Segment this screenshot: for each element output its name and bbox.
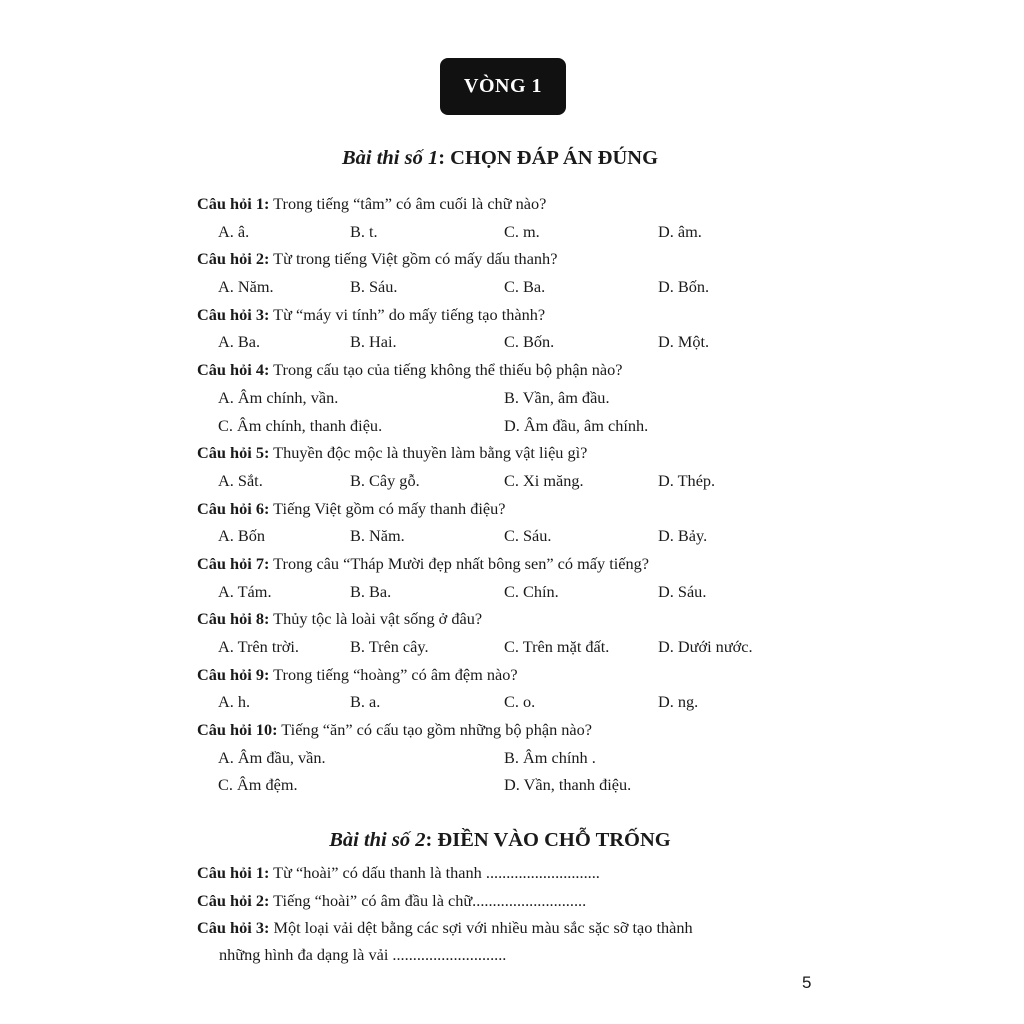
fill-question-3 [197, 914, 837, 942]
fill-question-2 [197, 887, 837, 915]
option: B. Vần, âm đầu. [504, 387, 610, 407]
section-2-title-text: : ĐIỀN VÀO CHỖ TRỐNG [425, 829, 671, 851]
question-label: Câu hỏi 2: [197, 249, 270, 269]
question-label: Câu hỏi 9: [197, 664, 270, 684]
question-label: Câu hỏi 8: [197, 609, 270, 629]
section-1-questions [197, 190, 837, 799]
option: A. Năm. [218, 277, 274, 297]
options-row [197, 384, 837, 412]
option: B. a. [350, 692, 381, 712]
question-label: Câu hỏi 10: [197, 720, 278, 740]
option: A. Âm chính, vần. [218, 387, 339, 407]
option: A. Âm đầu, vần. [218, 747, 326, 767]
question-continuation: những hình đa dạng là vải ............................ [219, 945, 507, 965]
option: B. Trên cây. [350, 637, 429, 656]
options-row [197, 744, 837, 772]
option: B. Năm. [350, 526, 405, 546]
option: B. Hai. [350, 332, 397, 352]
question-1 [197, 190, 837, 218]
question-8 [197, 605, 837, 633]
option: C. Âm chính, thanh điệu. [218, 415, 383, 435]
question-7 [197, 550, 837, 578]
option: C. Xi măng. [504, 470, 584, 490]
question-label: Câu hỏi 1: [197, 863, 270, 882]
options-row [197, 412, 837, 440]
question-label: Câu hỏi 2: [197, 890, 270, 910]
option: B. Sáu. [350, 277, 398, 297]
option: D. Sáu. [658, 581, 707, 601]
question-text: Từ trong tiếng Việt gồm có mấy dấu thanh? [269, 249, 558, 269]
options-row [197, 467, 837, 495]
option: C. Trên mặt đất. [504, 637, 610, 656]
option: D. Dưới nước. [658, 637, 753, 656]
question-label: Câu hỏi 3: [197, 304, 270, 324]
question-text: Trong cấu tạo của tiếng không thể thiếu bộ phận nào? [269, 360, 623, 380]
question-label: Câu hỏi 1: [197, 194, 270, 213]
question-10 [197, 716, 837, 744]
option: D. Vần, thanh điệu. [504, 775, 632, 795]
option: A. h. [218, 692, 251, 712]
option: B. Âm chính . [504, 747, 596, 767]
section-1-title-number: Bài thi số 1 [341, 147, 439, 169]
options-row [197, 522, 837, 550]
option: A. Bốn [218, 526, 266, 546]
fill-question-1 [197, 859, 837, 887]
question-5 [197, 439, 837, 467]
question-label: Câu hỏi 3: [197, 918, 270, 938]
question-text: Tiếng “hoài” có âm đầu là chữ............................ [269, 890, 587, 910]
question-text: Trong tiếng “tâm” có âm cuối là chữ nào? [269, 194, 547, 213]
question-3 [197, 301, 837, 329]
options-row [197, 273, 837, 301]
options-row [197, 688, 837, 716]
options-row [197, 328, 837, 356]
option: B. Ba. [350, 581, 392, 601]
option: C. Âm đệm. [218, 775, 298, 795]
question-label: Câu hỏi 7: [197, 553, 270, 573]
question-label: Câu hỏi 4: [197, 360, 270, 380]
question-text: Trong tiếng “hoàng” có âm đệm nào? [269, 664, 518, 684]
option: A. Sắt. [218, 470, 263, 490]
question-9 [197, 661, 837, 689]
question-text: Trong câu “Tháp Mười đẹp nhất bông sen” có mấy tiếng? [269, 553, 650, 573]
option: D. Bốn. [658, 277, 710, 297]
option: D. Một. [658, 332, 710, 352]
options-row [197, 578, 837, 606]
question-6 [197, 495, 837, 523]
options-row [197, 771, 837, 799]
options-row [197, 633, 837, 661]
option: D. âm. [658, 221, 702, 241]
round-badge [440, 58, 566, 115]
option: A. Trên trời. [218, 637, 299, 656]
section-1-title-text: : CHỌN ĐÁP ÁN ĐÚNG [438, 147, 659, 169]
section-2-questions [197, 859, 837, 968]
option: C. Ba. [504, 277, 546, 297]
question-label: Câu hỏi 6: [197, 498, 270, 518]
option: C. m. [504, 221, 540, 241]
round-label: VÒNG 1 [464, 75, 542, 97]
option: A. â. [218, 221, 250, 241]
option: A. Ba. [218, 332, 261, 352]
question-text: Tiếng Việt gồm có mấy thanh điệu? [269, 498, 506, 518]
section-2-title [0, 829, 1000, 852]
option: D. Thép. [658, 470, 716, 490]
option: D. ng. [658, 692, 699, 712]
question-text: Thủy tộc là loài vật sống ở đâu? [269, 609, 483, 629]
option: B. t. [350, 221, 378, 241]
option: A. Tám. [218, 581, 272, 601]
question-text: Tiếng “ăn” có cấu tạo gồm những bộ phận nào? [277, 720, 593, 740]
question-label: Câu hỏi 5: [197, 443, 270, 463]
page-number: 5 [802, 973, 812, 992]
option: D. Bảy. [658, 526, 708, 546]
question-4 [197, 356, 837, 384]
option: B. Cây gỗ. [350, 470, 420, 490]
option: C. o. [504, 692, 536, 712]
section-1-title [0, 147, 1000, 170]
question-text: Thuyền độc mộc là thuyền làm bằng vật liệu gì? [269, 443, 588, 463]
question-text: Từ “hoài” có dấu thanh là thanh ............................ [269, 863, 600, 882]
question-text: Từ “máy vi tính” do mấy tiếng tạo thành? [269, 304, 546, 324]
option: C. Sáu. [504, 526, 552, 546]
option: C. Bốn. [504, 332, 555, 352]
options-row [197, 218, 837, 246]
question-text: Một loại vải dệt bằng các sợi với nhiều màu sắc sặc sỡ tạo thành [269, 918, 693, 938]
option: D. Âm đầu, âm chính. [504, 415, 649, 435]
option: C. Chín. [504, 581, 559, 601]
question-2 [197, 245, 837, 273]
section-2-title-number: Bài thi số 2 [329, 829, 426, 851]
